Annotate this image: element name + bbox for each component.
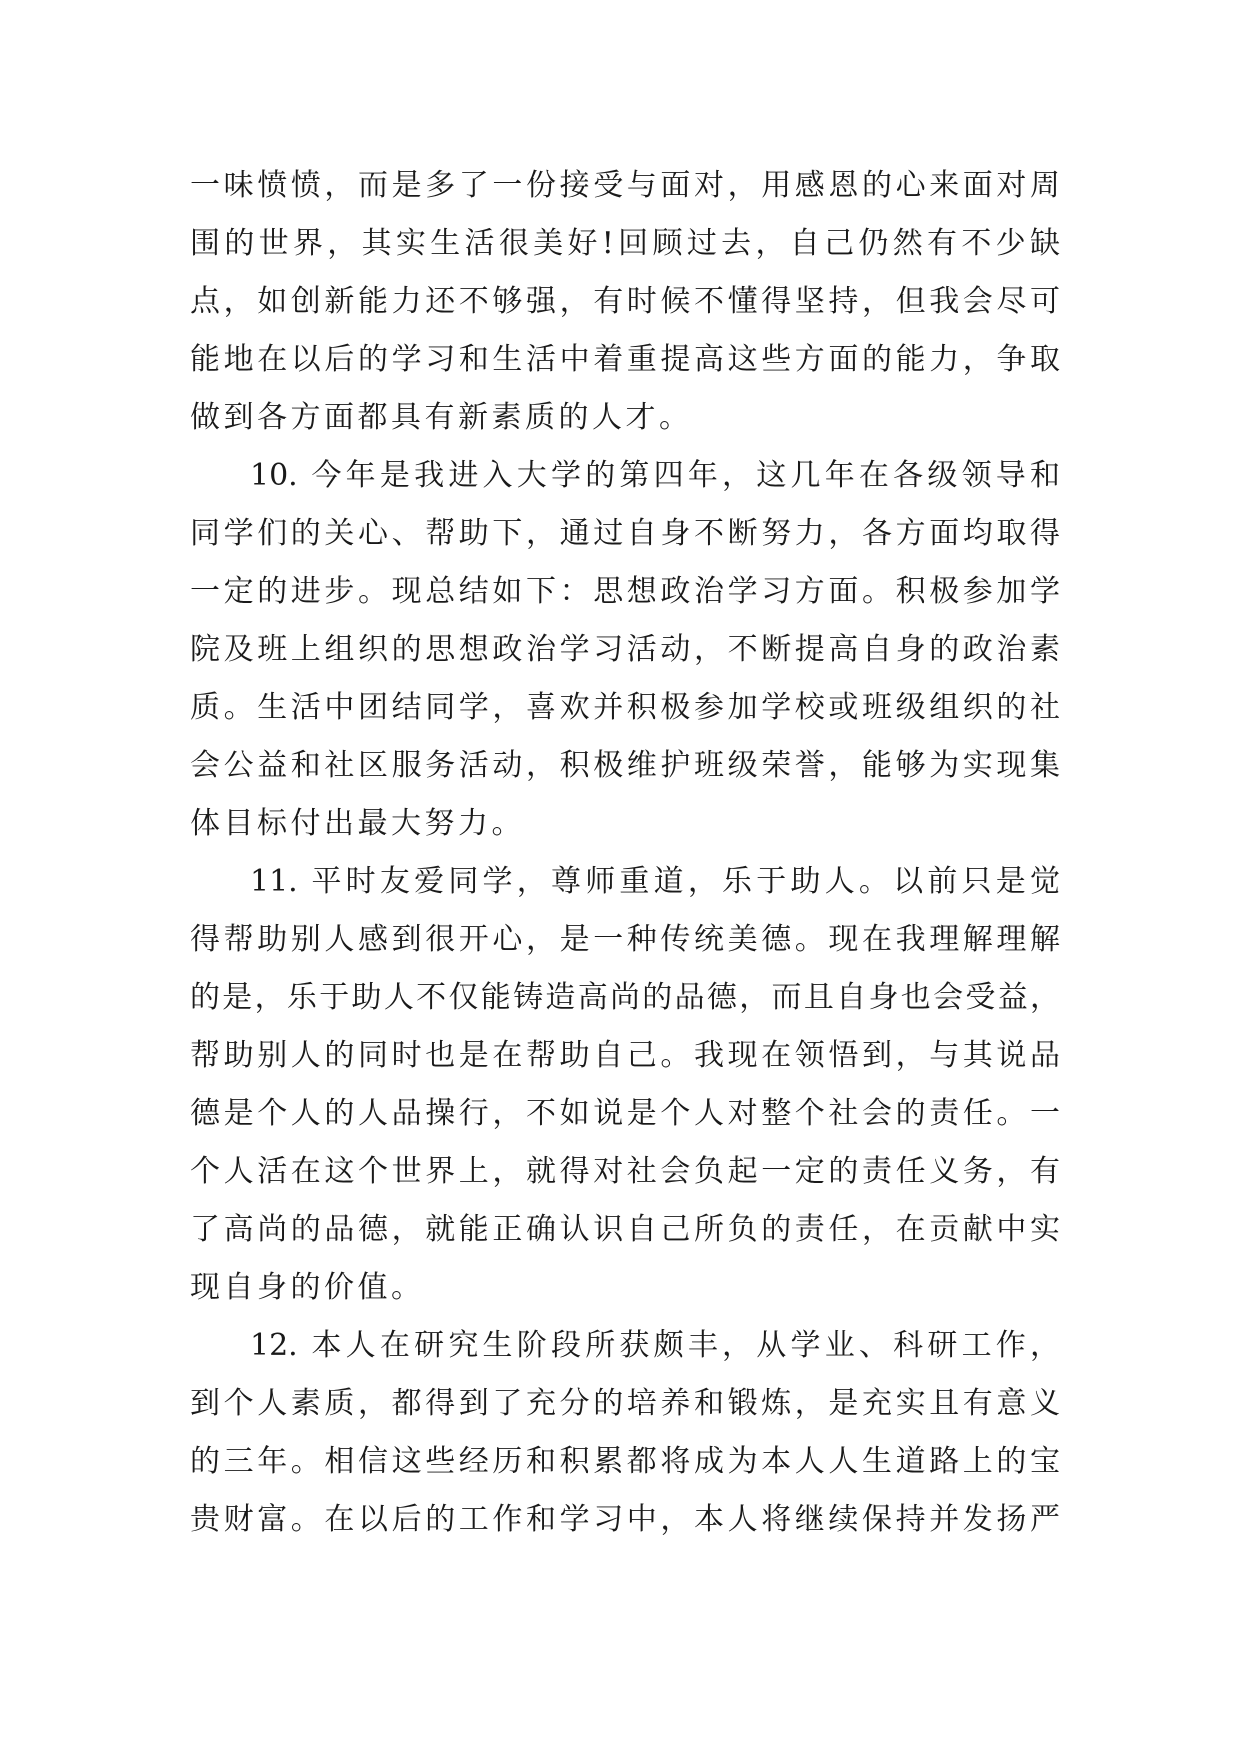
text-line: 同学们的关心、帮助下，通过自身不断努力，各方面均取得	[190, 516, 1060, 551]
text-line: 的是，乐于助人不仅能铸造高尚的品德，而且自身也会受益，	[190, 980, 1060, 1015]
text-line: 体目标付出最大努力。	[190, 806, 525, 841]
text-line: 能地在以后的学习和生活中着重提高这些方面的能力，争取	[190, 342, 1060, 377]
text-line: 院及班上组织的思想政治学习活动，不断提高自身的政治素	[190, 632, 1060, 667]
text-line: 一定的进步。现总结如下：思想政治学习方面。积极参加学	[190, 574, 1060, 609]
text-line: 得帮助别人感到很开心，是一种传统美德。现在我理解理解	[190, 922, 1060, 957]
text-line: 一味愤愤，而是多了一份接受与面对，用感恩的心来面对周	[190, 168, 1060, 203]
text-line: 了高尚的品德，就能正确认识自己所负的责任，在贡献中实	[190, 1212, 1060, 1247]
text-line: 的三年。相信这些经历和积累都将成为本人人生道路上的宝	[190, 1444, 1060, 1479]
text-line: 点，如创新能力还不够强，有时候不懂得坚持，但我会尽可	[190, 284, 1060, 319]
text-line: 现自身的价值。	[190, 1270, 425, 1305]
document-body	[190, 157, 1060, 1549]
paragraph-11-first-line: 11. 平时友爱同学，尊师重道，乐于助人。以前只是觉	[250, 864, 1060, 899]
text-line: 贵财富。在以后的工作和学习中，本人将继续保持并发扬严	[190, 1502, 1060, 1537]
paragraph-12-first-line: 12. 本人在研究生阶段所获颇丰，从学业、科研工作，	[250, 1328, 1060, 1363]
paragraph-10-first-line: 10. 今年是我进入大学的第四年，这几年在各级领导和	[250, 458, 1060, 493]
text-line: 做到各方面都具有新素质的人才。	[190, 400, 693, 435]
text-line: 质。生活中团结同学，喜欢并积极参加学校或班级组织的社	[190, 690, 1060, 725]
text-line: 德是个人的人品操行，不如说是个人对整个社会的责任。一	[190, 1096, 1060, 1131]
text-line: 到个人素质，都得到了充分的培养和锻炼，是充实且有意义	[190, 1386, 1060, 1421]
text-line: 帮助别人的同时也是在帮助自己。我现在领悟到，与其说品	[190, 1038, 1060, 1073]
text-line: 会公益和社区服务活动，积极维护班级荣誉，能够为实现集	[190, 748, 1060, 783]
text-line: 围的世界，其实生活很美好!回顾过去，自己仍然有不少缺	[190, 226, 1060, 261]
text-line: 个人活在这个世界上，就得对社会负起一定的责任义务，有	[190, 1154, 1060, 1189]
